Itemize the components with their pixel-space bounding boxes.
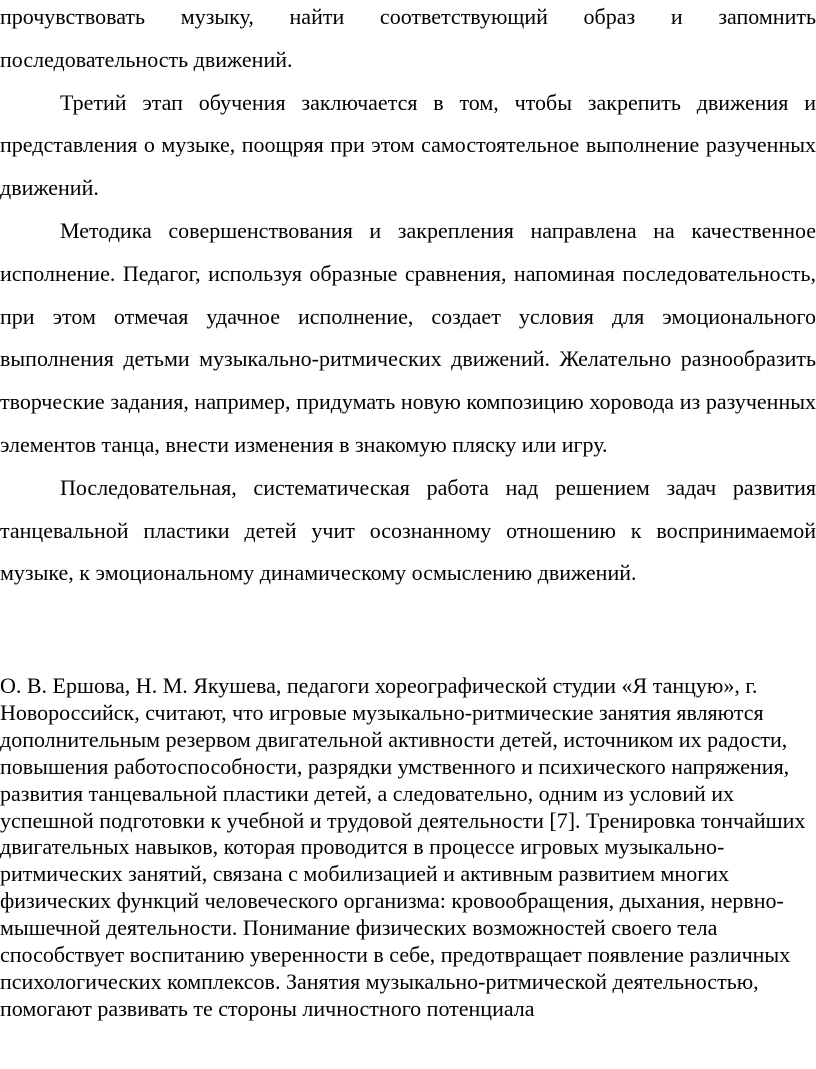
paragraph-continuation: прочувствовать музыку, найти соответствующий образ и запомнить последовательность движений.	[0, 4, 816, 72]
paragraph-third-stage: Третий этап обучения заключается в том, чтобы закрепить движения и представления о музыке, поощряя при этом самостоятельное выполнение разученных движений.	[0, 89, 816, 201]
lower-text-block	[0, 673, 816, 1023]
paragraph-ershova-yakusheva: О. В. Ершова, Н. М. Якушева, педагоги хореографической студии «Я танцую», г. Новороссийск, считают, что игровые музыкально-ритмические занятия являются дополнительным резервом двигательной активности детей, источником их радости, повышения работоспособности, разрядки умственного и психического напряжения, развития танцевальной пластики детей, а следовательно, одним из условий их успешной подготовки к учебной и трудовой деятельности [7]. Тренировка тончайших двигательных навыков, которая проводится в процессе игровых музыкально-ритмических занятий, связана с мобилизацией и активным развитием многих физических функций человеческого организма: кровообращения, дыхания, нервно-мышечной деятельности. Понимание физических возможностей своего тела способствует воспитанию уверенности в себе, предотвращает появление различных психологических комплексов. Занятия музыкально-ритмической деятельностью, помогают развивать те стороны личностного потенциала	[0, 673, 806, 1021]
paragraph-systematic-work: Последовательная, систематическая работа над решением задач развития танцевальной пластики детей учит осознанному отношению к воспринимаемой музыке, к эмоциональному динамическому осмыслению движений.	[0, 474, 816, 586]
paragraph-methodology: Методика совершенствования и закрепления направлена на качественное исполнение. Педагог, используя образные сравнения, напоминая последовательность, при этом отмечая удачное исполнение, создает условия для эмоционального выполнения детьми музыкально-ритмических движений. Желательно разнообразить творческие задания, например, придумать новую композицию хоровода из разученных элементов танца, внести изменения в знакомую пляску или игру.	[0, 217, 816, 457]
